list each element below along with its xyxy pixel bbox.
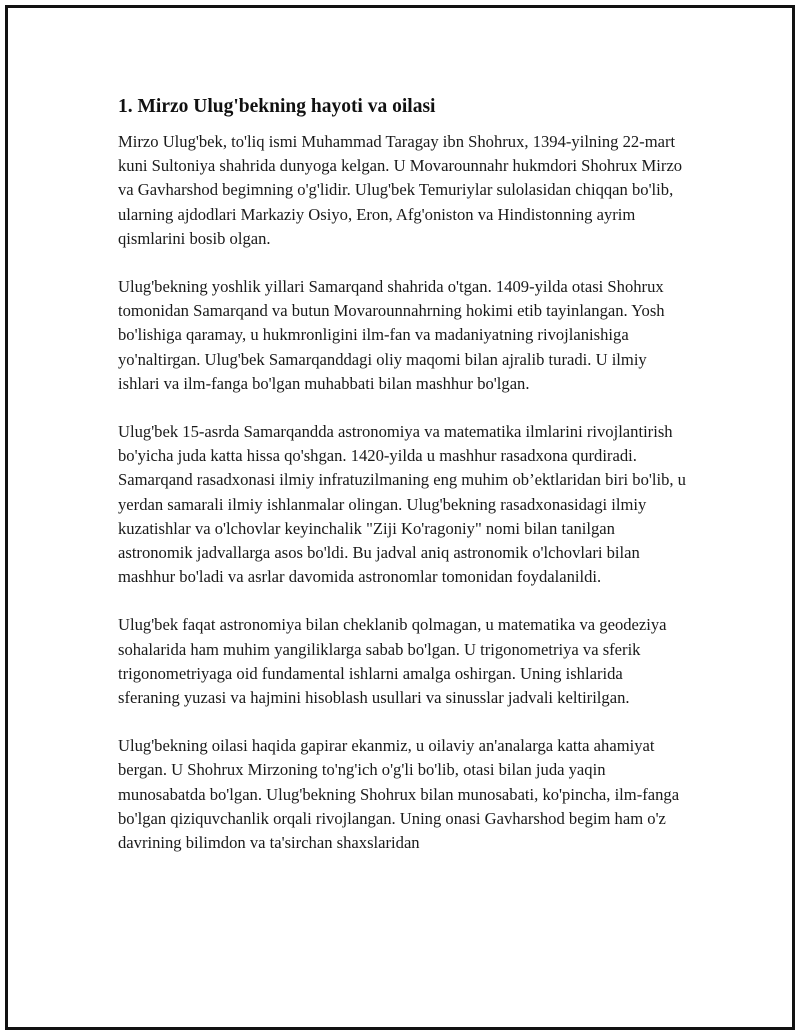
- paragraph-2: Ulug'bekning yoshlik yillari Samarqand shahrida o'tgan. 1409-yilda otasi Shohrux tomonidan Samarqand va butun Movarounnahrning hokimi etib tayinlangan. Yosh bo'lishiga qaramay, u hukmronligini ilm-fan va madaniyatning rivojlanishiga yo'naltirgan. Ulug'bek Samarqanddagi oliy maqomi bilan ajralib turadi. U ilmiy ishlari va ilm-fanga bo'lgan muhabbati bilan mashhur bo'lgan.: [118, 277, 665, 393]
- paragraph-4: Ulug'bek faqat astronomiya bilan cheklanib qolmagan, u matematika va geodeziya sohalarida ham muhim yangiliklarga sabab bo'lgan. U trigonometriya va sferik trigonometriyaga oid fundamental ishlarni amalga oshirgan. Uning ishlarida sferaning yuzasi va hajmini hisoblash usullari va sinusslar jadvali keltirilgan.: [118, 615, 667, 708]
- document-body: [118, 94, 688, 879]
- section-heading: 1. Mirzo Ulug'bekning hayoti va oilasi: [118, 96, 436, 117]
- paragraph-1: Mirzo Ulug'bek, to'liq ismi Muhammad Taragay ibn Shohrux, 1394-yilning 22-mart kuni Sultoniya shahrida dunyoga kelgan. U Movarounnahr hukmdori Shohrux Mirzo va Gavharshod begimning o'g'lidir. Ulug'bek Temuriylar sulolasidan chiqqan bo'lib, ularning ajdodlari Markaziy Osiyo, Eron, Afg'oniston va Hindistonning ayrim qismlarini bosib olgan.: [118, 132, 683, 248]
- paragraph-5: Ulug'bekning oilasi haqida gapirar ekanmiz, u oilaviy an'analarga katta ahamiyat bergan. U Shohrux Mirzoning to'ng'ich o'g'li bo'lib, otasi bilan juda yaqin munosabatda bo'lgan. Ulug'bekning Shohrux bilan munosabati, ko'pincha, ilm-fanga bo'lgan qiziquvchanlik orqali rivojlangan. Uning onasi Gavharshod begim ham o'z davrining bilimdon va ta'sirchan shaxslaridan: [118, 736, 680, 853]
- paragraph-3: Ulug'bek 15-asrda Samarqandda astronomiya va matematika ilmlarini rivojlantirish bo'yicha juda katta hissa qo'shgan. 1420-yilda u mashhur rasadxona qurdiradi. Samarqand rasadxonasi ilmiy infratuzilmaning eng muhim ob’ektlaridan biri bo'lib, u yerdan samarali ilmiy ishlanmalar olingan. Ulug'bekning rasadxonasidagi ilmiy kuzatishlar va o'lchovlar keyinchalik "Ziji Ko'ragoniy" nomi bilan tanilgan astronomik jadvallarga asos bo'ldi. Bu jadval aniq astronomik o'lchovlari bilan mashhur bo'ladi va asrlar davomida astronomlar tomonidan foydalanildi.: [118, 422, 686, 587]
